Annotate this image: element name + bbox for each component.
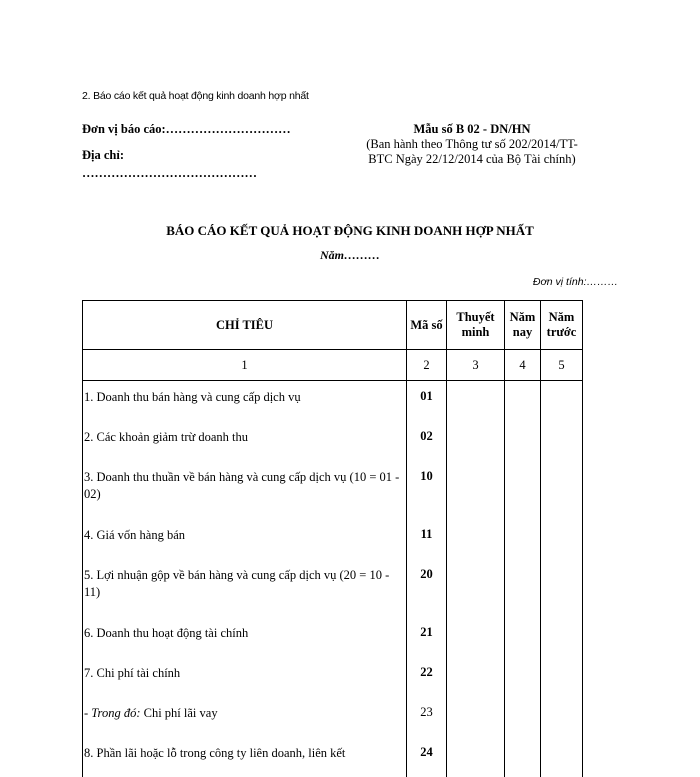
- row-this-year-cell: [505, 461, 541, 519]
- row-this-year-cell: [505, 519, 541, 559]
- header-this-year-line-2: nay: [512, 325, 533, 339]
- row-last-year-cell: [541, 737, 583, 777]
- row-code: 20: [407, 559, 447, 617]
- row-note-cell: [447, 421, 505, 461]
- row-code: 10: [407, 461, 447, 519]
- row-note-cell: [447, 617, 505, 657]
- column-number: 5: [541, 350, 583, 381]
- header-note-line-1: Thuyết: [456, 310, 495, 324]
- form-code: Mẫu số B 02 - DN/HN: [413, 122, 531, 136]
- row-label: 8. Phần lãi hoặc lỗ trong công ty liên doanh, liên kết: [83, 737, 407, 777]
- row-label: 3. Doanh thu thuần về bán hàng và cung cấp dịch vụ (10 = 01 - 02): [83, 461, 407, 519]
- row-note-cell: [447, 697, 505, 737]
- form-issued-line-2: BTC Ngày 22/12/2014 của Bộ Tài chính): [368, 152, 576, 166]
- table-row: [83, 617, 583, 657]
- row-last-year-cell: [541, 421, 583, 461]
- row-note-cell: [447, 461, 505, 519]
- header-code: Mã số: [407, 301, 447, 350]
- row-code: 22: [407, 657, 447, 697]
- row-code: 23: [407, 697, 447, 737]
- address-label: Địa chỉ:: [82, 148, 125, 162]
- table-header-row: [83, 301, 583, 350]
- currency-unit: Đơn vị tính:………: [532, 276, 618, 288]
- row-this-year-cell: [505, 697, 541, 737]
- row-label: [83, 697, 407, 737]
- row-label: 1. Doanh thu bán hàng và cung cấp dịch vụ: [83, 381, 407, 422]
- column-number: 3: [447, 350, 505, 381]
- table-row: [83, 657, 583, 697]
- row-last-year-cell: [541, 697, 583, 737]
- header-this-year-line-1: Năm: [509, 310, 536, 324]
- column-number-row: [83, 350, 583, 381]
- header-note-line-2: minh: [461, 325, 490, 339]
- income-statement-table: [82, 300, 583, 777]
- column-number: 2: [407, 350, 447, 381]
- row-code: 11: [407, 519, 447, 559]
- table-row: [83, 381, 583, 422]
- report-year: Năm………: [320, 248, 380, 262]
- row-label: 7. Chi phí tài chính: [83, 657, 407, 697]
- header-this-year: [505, 301, 541, 350]
- row-last-year-cell: [541, 617, 583, 657]
- entity-info: [82, 122, 332, 181]
- report-title: BÁO CÁO KẾT QUẢ HOẠT ĐỘNG KINH DOANH HỢP NHẤT: [166, 223, 534, 238]
- row-last-year-cell: [541, 559, 583, 617]
- reporting-unit-label: Đơn vị báo cáo:…………………………: [82, 122, 291, 136]
- row-code: 21: [407, 617, 447, 657]
- section-heading: 2. Báo cáo kết quả hoạt động kinh doanh hợp nhất: [82, 90, 309, 102]
- row-this-year-cell: [505, 657, 541, 697]
- row-this-year-cell: [505, 617, 541, 657]
- table-row: [83, 461, 583, 519]
- table-row: [83, 697, 583, 737]
- header-last-year: [541, 301, 583, 350]
- row-note-cell: [447, 737, 505, 777]
- address-dots: ……………………………………: [82, 166, 257, 180]
- table-row: [83, 737, 583, 777]
- row-label: 2. Các khoản giảm trừ doanh thu: [83, 421, 407, 461]
- row-note-cell: [447, 657, 505, 697]
- table-row: [83, 421, 583, 461]
- row-this-year-cell: [505, 559, 541, 617]
- column-number: 4: [505, 350, 541, 381]
- table-row: [83, 559, 583, 617]
- row-label: 4. Giá vốn hàng bán: [83, 519, 407, 559]
- form-code-block: [322, 122, 622, 167]
- header-note: [447, 301, 505, 350]
- column-number: 1: [83, 350, 407, 381]
- row-label: 6. Doanh thu hoạt động tài chính: [83, 617, 407, 657]
- row-last-year-cell: [541, 519, 583, 559]
- row-note-cell: [447, 519, 505, 559]
- row-code: 24: [407, 737, 447, 777]
- row-code: 02: [407, 421, 447, 461]
- header-indicator: CHỈ TIÊU: [83, 301, 407, 350]
- row-note-cell: [447, 559, 505, 617]
- row-label-text: Chi phí lãi vay: [140, 706, 218, 720]
- row-note-cell: [447, 381, 505, 422]
- header-last-year-line-2: trước: [546, 325, 577, 339]
- table-row: [83, 519, 583, 559]
- row-last-year-cell: [541, 461, 583, 519]
- row-label: 5. Lợi nhuận gộp về bán hàng và cung cấp dịch vụ (20 = 10 - 11): [83, 559, 407, 617]
- row-code: 01: [407, 381, 447, 422]
- row-last-year-cell: [541, 381, 583, 422]
- row-label-prefix: - Trong đó:: [84, 706, 141, 720]
- header-last-year-line-1: Năm: [548, 310, 575, 324]
- row-this-year-cell: [505, 737, 541, 777]
- form-issued-line-1: (Ban hành theo Thông tư số 202/2014/TT-: [366, 137, 578, 151]
- row-last-year-cell: [541, 657, 583, 697]
- row-this-year-cell: [505, 421, 541, 461]
- row-this-year-cell: [505, 381, 541, 422]
